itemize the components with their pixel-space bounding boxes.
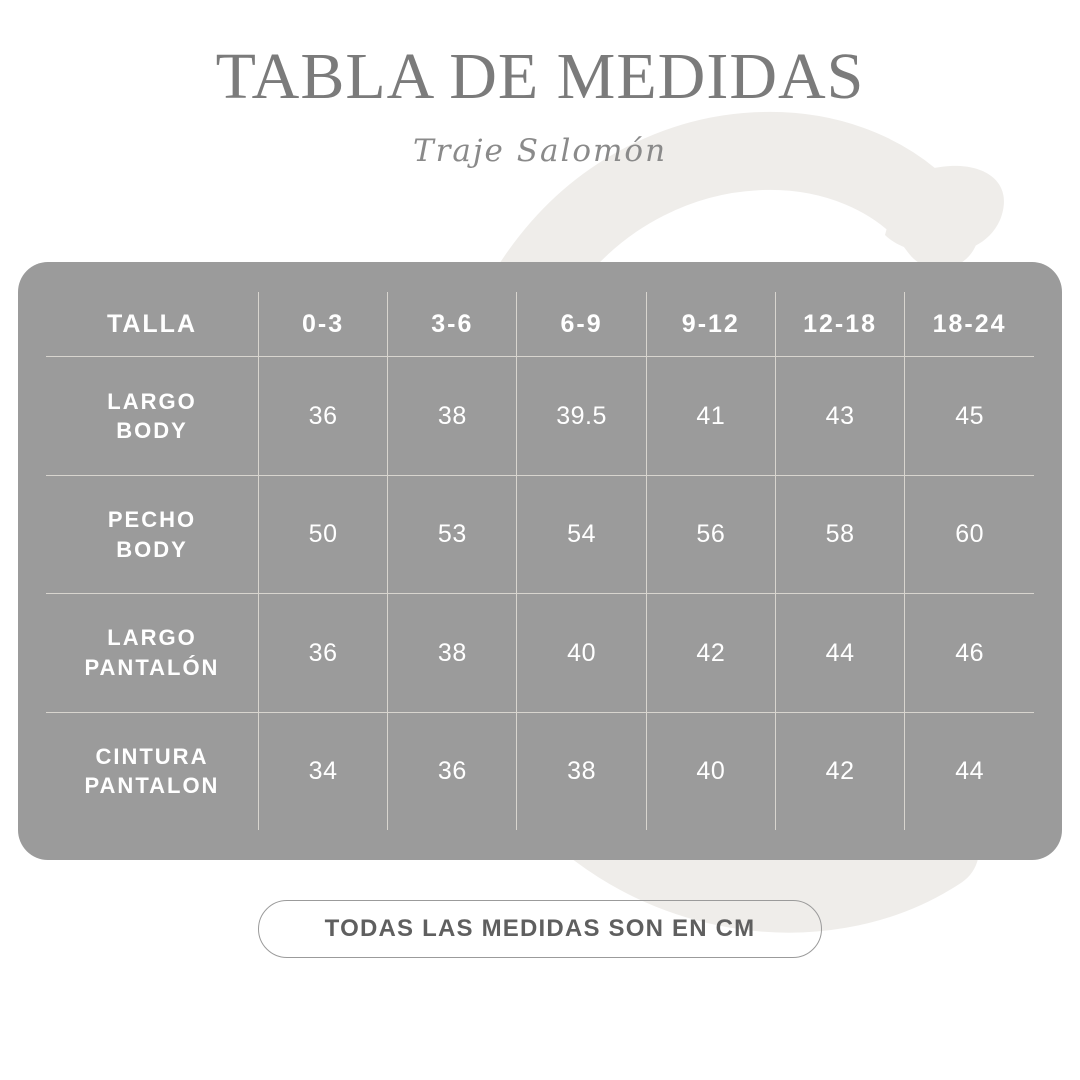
row-label — [46, 357, 258, 475]
table-header-cell: 9-12 — [646, 292, 775, 357]
table-header-row — [46, 292, 1034, 357]
table-cell: 36 — [388, 712, 517, 830]
table-cell: 34 — [258, 712, 387, 830]
table-header-cell: 0-3 — [258, 292, 387, 357]
table-header-cell: 12-18 — [775, 292, 904, 357]
table-cell: 53 — [388, 475, 517, 593]
table-row — [46, 357, 1034, 475]
units-note — [258, 900, 822, 958]
table-cell: 36 — [258, 357, 387, 475]
table-cell: 43 — [775, 357, 904, 475]
table-cell: 38 — [517, 712, 646, 830]
row-label-line1: LARGO — [107, 388, 197, 414]
units-note-label: TODAS LAS MEDIDAS SON EN CM — [324, 915, 756, 942]
table-cell: 50 — [258, 475, 387, 593]
table-cell: 41 — [646, 357, 775, 475]
table-cell: 44 — [775, 594, 904, 712]
table-cell: 44 — [905, 712, 1034, 830]
table-cell: 56 — [646, 475, 775, 593]
table-cell: 58 — [775, 475, 904, 593]
row-label-line1: PECHO — [107, 506, 197, 532]
row-label-line2: BODY — [116, 536, 188, 562]
table-cell: 38 — [388, 357, 517, 475]
row-label-line1: LARGO — [107, 625, 197, 651]
row-label — [46, 594, 258, 712]
table-row — [46, 594, 1034, 712]
table-cell: 46 — [905, 594, 1034, 712]
table-cell: 40 — [517, 594, 646, 712]
table-cell: 40 — [646, 712, 775, 830]
measurements-card — [18, 262, 1062, 860]
table-row — [46, 475, 1034, 593]
row-label — [46, 712, 258, 830]
table-header-cell: 6-9 — [517, 292, 646, 357]
table-header-cell: TALLA — [46, 292, 258, 357]
table-cell: 38 — [388, 594, 517, 712]
page-subtitle: Traje Salomón — [412, 133, 668, 170]
table-cell: 42 — [646, 594, 775, 712]
table-cell: 45 — [905, 357, 1034, 475]
table-header-cell: 18-24 — [905, 292, 1034, 357]
table-cell: 54 — [517, 475, 646, 593]
table-cell: 36 — [258, 594, 387, 712]
row-label — [46, 475, 258, 593]
table-cell: 60 — [905, 475, 1034, 593]
header-block — [0, 42, 1080, 169]
table-header-cell: 3-6 — [388, 292, 517, 357]
page-title: TABLA DE MEDIDAS — [215, 40, 865, 113]
table-row — [46, 712, 1034, 830]
row-label-line2: BODY — [116, 418, 188, 444]
row-label-line2: PANTALON — [84, 773, 220, 799]
row-label-line1: CINTURA — [95, 743, 209, 769]
table-cell: 39.5 — [517, 357, 646, 475]
row-label-line2: PANTALÓN — [84, 655, 220, 681]
measurements-table — [46, 292, 1034, 830]
table-cell: 42 — [775, 712, 904, 830]
